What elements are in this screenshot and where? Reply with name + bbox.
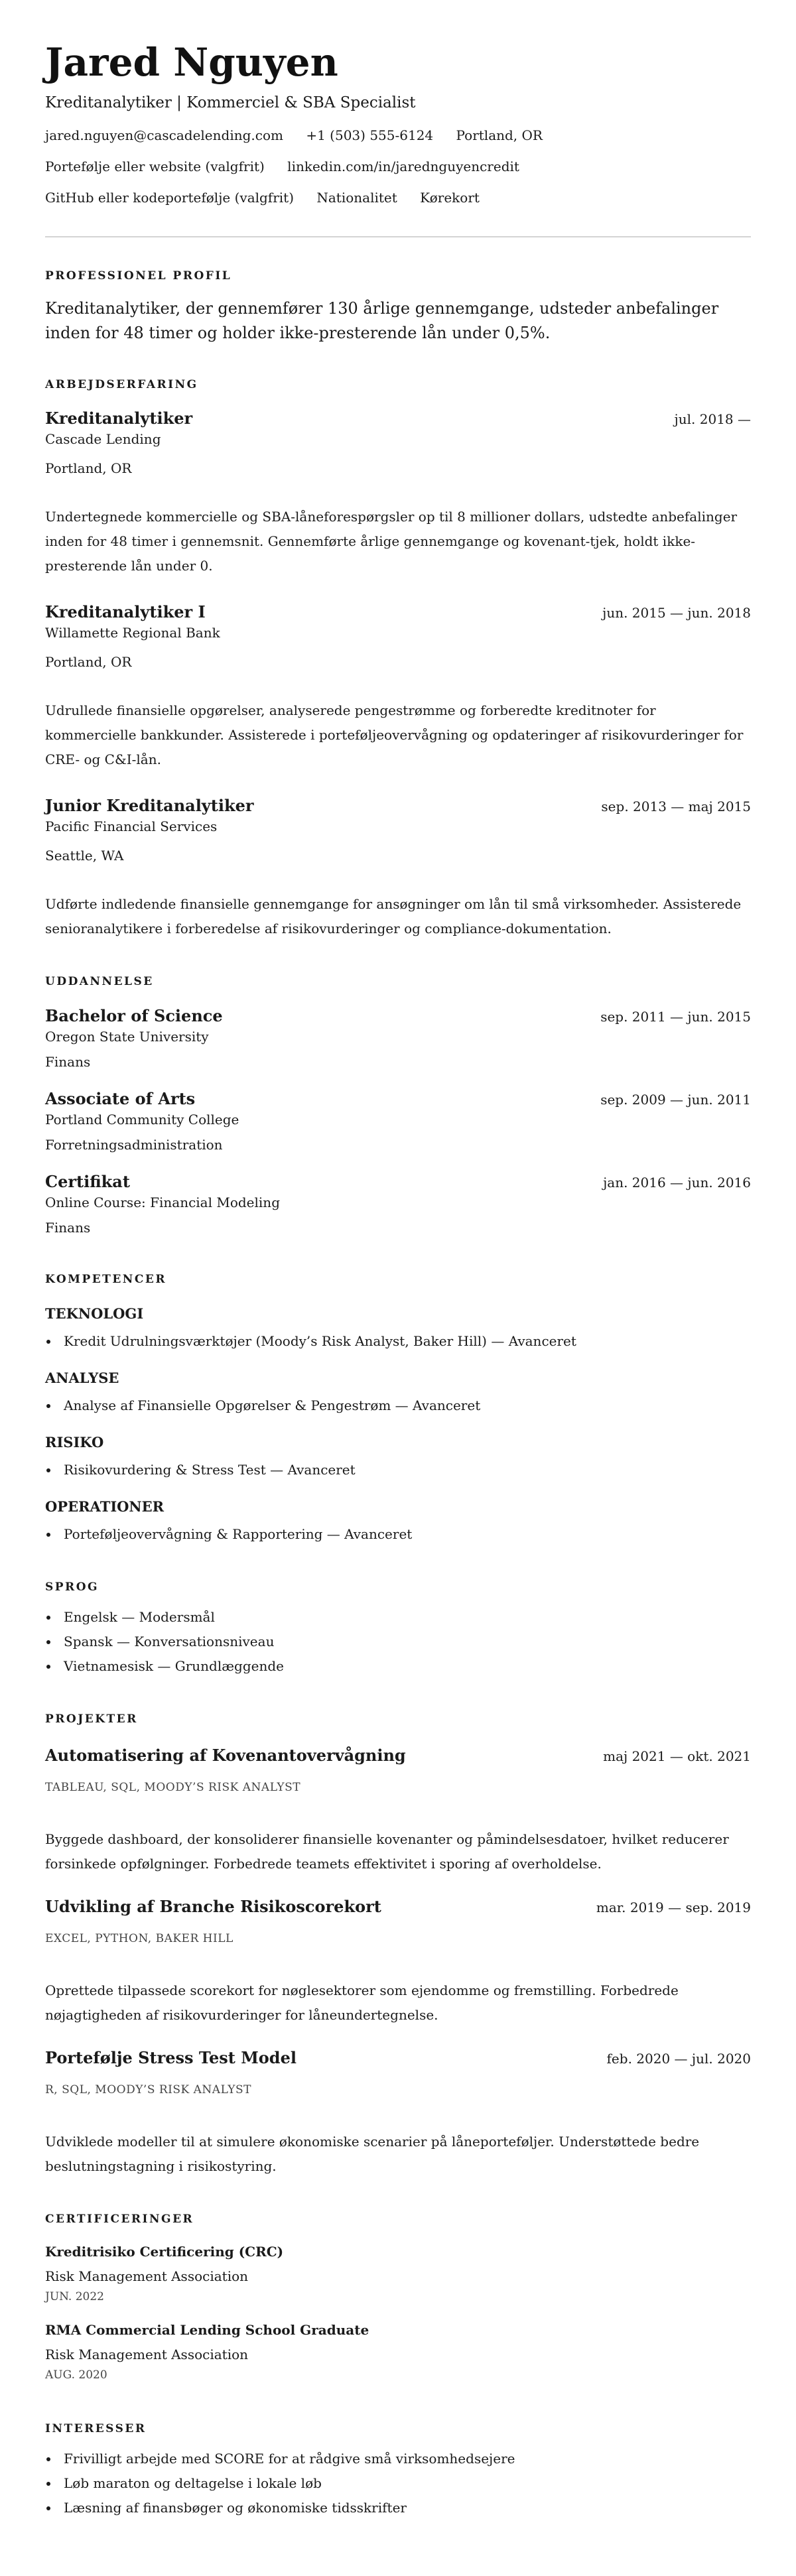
section-heading: INTERESSER	[45, 2422, 147, 2435]
job-title: Kreditanalytiker	[45, 409, 193, 428]
certification-title: RMA Commercial Lending School Graduate	[45, 2322, 369, 2338]
section-heading: PROJEKTER	[45, 1712, 138, 1726]
school: Online Course: Financial Modeling	[45, 1194, 280, 1210]
section-heading: PROFESSIONEL PROFIL	[45, 269, 232, 283]
job-date: jul. 2018 —	[674, 411, 751, 427]
candidate-subtitle: Kreditanalytiker | Kommerciel & SBA Specialist	[45, 94, 416, 111]
skill-list	[45, 1329, 751, 1354]
project-title: Udvikling af Branche Risikoscorekort	[45, 1897, 381, 1916]
certification-date: JUN. 2022	[45, 2290, 105, 2303]
project-tech: EXCEL, PYTHON, BAKER HILL	[45, 1932, 233, 1945]
skill-group-title: OPERATIONER	[45, 1498, 165, 1515]
project-title: Portefølje Stress Test Model	[45, 2048, 297, 2067]
job-date: sep. 2013 — maj 2015	[601, 799, 751, 814]
degree: Associate of Arts	[45, 1089, 196, 1108]
job-entry	[45, 795, 751, 941]
interest-item: Løb maraton og deltagelse i lokale løb	[45, 2471, 751, 2496]
certification-title: Kreditrisiko Certificering (CRC)	[45, 2244, 284, 2260]
profile-summary: Kreditanalytiker, der gennemfører 130 årlige gennemgange, udsteder anbefalinger inden for 48 timer og holder ikke-presterende lån under 0,5%.	[45, 299, 719, 342]
education-date: jan. 2016 — jun. 2016	[603, 1175, 751, 1191]
job-title: Junior Kreditanalytiker	[45, 796, 254, 815]
job-title: Kreditanalytiker I	[45, 602, 206, 621]
project-entry	[45, 2047, 751, 2179]
education-entry	[45, 1088, 751, 1155]
github-link[interactable]: GitHub eller kodeportefølje (valgfrit)	[45, 190, 295, 206]
section-heading: KOMPETENCER	[45, 1273, 166, 1286]
field: Finans	[45, 1220, 91, 1236]
project-entry	[45, 1896, 751, 2028]
skill-item: Analyse af Finansielle Opgørelser & Pengestrøm — Avanceret	[45, 1393, 751, 1418]
linkedin-link[interactable]: linkedin.com/in/jarednguyencredit	[287, 159, 519, 174]
email-link[interactable]: jared.nguyen@cascadelending.com	[45, 127, 283, 143]
project-description: Oprettede tilpassede scorekort for nøglesektorer som ejendomme og fremstilling. Forbedrede nøjagtigheden af risikovurderinger for låneundertegnelse.	[45, 1982, 679, 2023]
contact-row	[45, 127, 751, 144]
experience-section	[45, 377, 751, 941]
education-entry	[45, 1005, 751, 1072]
interest-item: Frivilligt arbejde med SCORE for at rådgive små virksomhedsejere	[45, 2447, 751, 2471]
job-location: Portland, OR	[45, 654, 132, 670]
certification-date: AUG. 2020	[45, 2368, 107, 2382]
certifications-section	[45, 2212, 751, 2383]
education-section	[45, 974, 751, 1238]
interests-section	[45, 2421, 751, 2520]
education-date: sep. 2011 — jun. 2015	[600, 1009, 751, 1025]
language-item: Vietnamesisk — Grundlæggende	[45, 1654, 751, 1679]
interest-list	[45, 2447, 751, 2520]
candidate-name: Jared Nguyen	[45, 40, 338, 85]
job-description: Udrullede finansielle opgørelser, analyserede pengestrømme og forberedte kreditnoter for kommercielle bankkunder. Assisterede i porteføljeovervågning og opdateringer af risikovurderinger for CRE- og C&I-lån.	[45, 702, 744, 767]
section-heading: SPROG	[45, 1580, 100, 1594]
degree: Bachelor of Science	[45, 1006, 223, 1025]
project-description: Byggede dashboard, der konsoliderer finansielle kovenanter og påmindelsesdatoer, hvilket reducerer forsinkede opfølgninger. Forbedrede teamets effektivitet i sporing af overholdelse.	[45, 1831, 729, 1872]
nationality: Nationalitet	[316, 190, 397, 206]
skill-list	[45, 1522, 751, 1547]
interest-item: Læsning af finansbøger og økonomiske tidsskrifter	[45, 2496, 751, 2520]
skill-list	[45, 1393, 751, 1418]
field: Finans	[45, 1054, 91, 1070]
degree: Certifikat	[45, 1172, 130, 1191]
drivers-license: Kørekort	[420, 190, 480, 206]
project-tech: R, SQL, MOODY’S RISK ANALYST	[45, 2083, 251, 2096]
job-company: Willamette Regional Bank	[45, 625, 220, 641]
contact-row	[45, 189, 751, 206]
languages-section	[45, 1580, 751, 1679]
location: Portland, OR	[456, 127, 543, 143]
profile-section	[45, 269, 751, 346]
skill-group-title: RISIKO	[45, 1434, 104, 1450]
school: Oregon State University	[45, 1029, 209, 1045]
job-entry	[45, 602, 751, 772]
contact-row	[45, 158, 751, 175]
skill-item: Kredit Udrulningsværktøjer (Moody’s Risk Analyst, Baker Hill) — Avanceret	[45, 1329, 751, 1354]
phone: +1 (503) 555-6124	[306, 127, 434, 143]
section-heading: ARBEJDSERFARING	[45, 378, 198, 391]
field: Forretningsadministration	[45, 1137, 223, 1153]
portfolio-link[interactable]: Portefølje eller website (valgfrit)	[45, 159, 265, 174]
certification-org: Risk Management Association	[45, 2347, 249, 2362]
project-entry	[45, 1745, 751, 1876]
job-entry	[45, 408, 751, 578]
section-heading: CERTIFICERINGER	[45, 2213, 194, 2226]
skills-section	[45, 1272, 751, 1547]
job-description: Udførte indledende finansielle gennemgange for ansøgninger om lån til små virksomheder. Assisterede senioranalytikere i forberedelse af risikovurderinger og compliance-dokumentation.	[45, 896, 742, 936]
language-list	[45, 1605, 751, 1679]
certification-entry	[45, 2321, 751, 2383]
header-divider	[45, 236, 751, 237]
skill-group-title: ANALYSE	[45, 1370, 119, 1386]
school: Portland Community College	[45, 1112, 239, 1127]
project-date: maj 2021 — okt. 2021	[603, 1748, 751, 1764]
project-date: feb. 2020 — jul. 2020	[606, 2051, 751, 2067]
project-description: Udviklede modeller til at simulere økonomiske scenarier på låneporteføljer. Understøttede bedre beslutningstagning i risikostyring.	[45, 2134, 700, 2174]
certification-entry	[45, 2242, 751, 2305]
job-description: Undertegnede kommercielle og SBA-låneforespørgsler op til 8 millioner dollars, udstedte anbefalinger inden for 48 timer i gennemsnit. Gennemførte årlige gennemgange og kovenant-tjek, holdt ikke-presterende lån under 0.	[45, 509, 738, 574]
skill-item: Porteføljeovervågning & Rapportering — Avanceret	[45, 1522, 751, 1547]
certification-org: Risk Management Association	[45, 2268, 249, 2284]
job-location: Portland, OR	[45, 460, 132, 476]
section-heading: UDDANNELSE	[45, 975, 154, 988]
skill-item: Risikovurdering & Stress Test — Avanceret	[45, 1458, 751, 1482]
job-location: Seattle, WA	[45, 848, 124, 864]
education-date: sep. 2009 — jun. 2011	[600, 1092, 751, 1108]
job-company: Cascade Lending	[45, 431, 161, 447]
language-item: Engelsk — Modersmål	[45, 1605, 751, 1630]
project-tech: TABLEAU, SQL, MOODY’S RISK ANALYST	[45, 1781, 301, 1794]
skill-list	[45, 1458, 751, 1482]
language-item: Spansk — Konversationsniveau	[45, 1630, 751, 1654]
project-title: Automatisering af Kovenantovervågning	[45, 1746, 406, 1765]
education-entry	[45, 1171, 751, 1238]
project-date: mar. 2019 — sep. 2019	[596, 1900, 751, 1915]
skill-group-title: TEKNOLOGI	[45, 1305, 144, 1322]
job-company: Pacific Financial Services	[45, 818, 218, 834]
projects-section	[45, 1712, 751, 2179]
job-date: jun. 2015 — jun. 2018	[602, 605, 751, 621]
